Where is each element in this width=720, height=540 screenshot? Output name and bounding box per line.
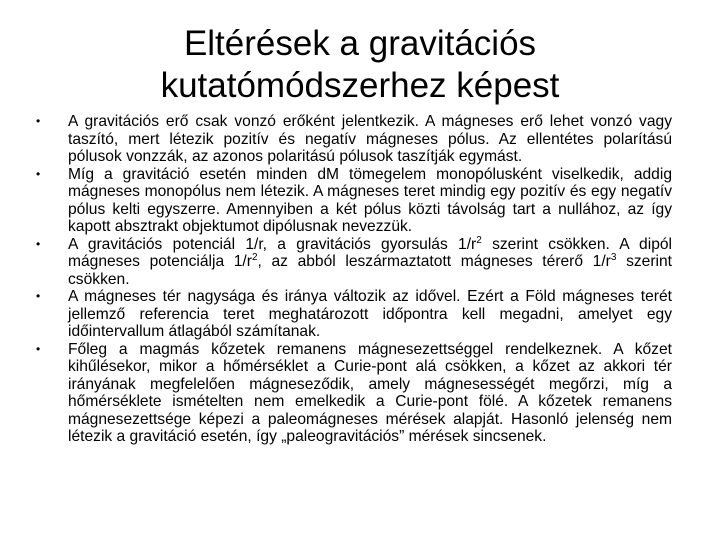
bullet-point-icon: • <box>36 114 41 128</box>
bullet-text-part: , az abból leszármaztatott mágneses térerő 1/r <box>257 253 611 270</box>
bullet-text-part: A gravitációs potenciál 1/r, a gravitációs gyorsulás 1/r <box>68 235 477 253</box>
slide-title-line-1: Eltérések a gravitációs <box>183 24 537 63</box>
bullet-item-attraction <box>36 113 672 166</box>
bullet-item-time-variation <box>36 288 672 341</box>
bullet-text: A gravitációs erő csak vonzó erőként jelentkezik. A mágneses erő lehet vonzó vagy taszító, mert létezik pozitív és negatív mágneses pólus. Az ellentétes polarítású pólusok vonzzák, az azonos polaritású pólusok taszítják egymást. <box>68 113 672 165</box>
bullet-text: Főleg a magmás kőzetek remanens mágnesezettséggel rendelkeznek. A kőzet kihűlésekor, mikor a hőmérséklet a Curie-pont alá csökken, a kőzet az akkori tér irányának megfelelően mágneseződik, amely mágnesességét megőrzi, míg a hőmérséklete ismételten nem emelkedik a Curie-pont fölé. A kőzetek remanens mágnesezettsége képezi a paleomágneses mérések alapját. Hasonló jelenség nem létezik a gravitáció esetén, így „paleogravitációs” mérések sincsenek. <box>68 340 672 445</box>
bullet-point-icon: • <box>36 166 41 181</box>
bullet-item-remanence <box>36 341 672 446</box>
bullet-text: A mágneses tér nagysága és iránya változik az idővel. Ezért a Föld mágneses terét jellemző referencia teret meghatározott időpontra kell megadni, amelyet egy időintervallum átlagából számítanak. <box>68 288 672 340</box>
exponent: 2 <box>476 234 482 246</box>
bullet-item-potential <box>36 236 672 289</box>
bullet-text <box>68 236 672 289</box>
bullet-point-icon: • <box>36 289 41 303</box>
bullet-text-part: szerint csökken. <box>68 253 672 288</box>
slide-title <box>60 23 660 107</box>
bullet-point-icon: • <box>36 341 41 356</box>
bullet-text: Míg a gravitáció esetén minden dM tömegelem monopólusként viselkedik, addig mágneses monopólus nem létezik. A mágneses teret mindig egy pozitív és egy negatív pólus kelti egyszerre. Amennyiben a két pólus közti távolság tart a nullához, az így kapott absztrakt objektumot dipólusnak nevezzük. <box>68 165 672 235</box>
bullet-text-part: szerint csökken. A dipól mágneses potenciálja 1/r <box>68 235 673 270</box>
bullet-item-monopole <box>36 166 672 236</box>
bullet-point-icon: • <box>36 236 41 251</box>
bullet-list <box>36 113 672 446</box>
exponent: 3 <box>610 251 617 263</box>
exponent: 2 <box>251 251 258 263</box>
slide-title-line-2: kutatómódszerhez képest <box>160 66 560 105</box>
